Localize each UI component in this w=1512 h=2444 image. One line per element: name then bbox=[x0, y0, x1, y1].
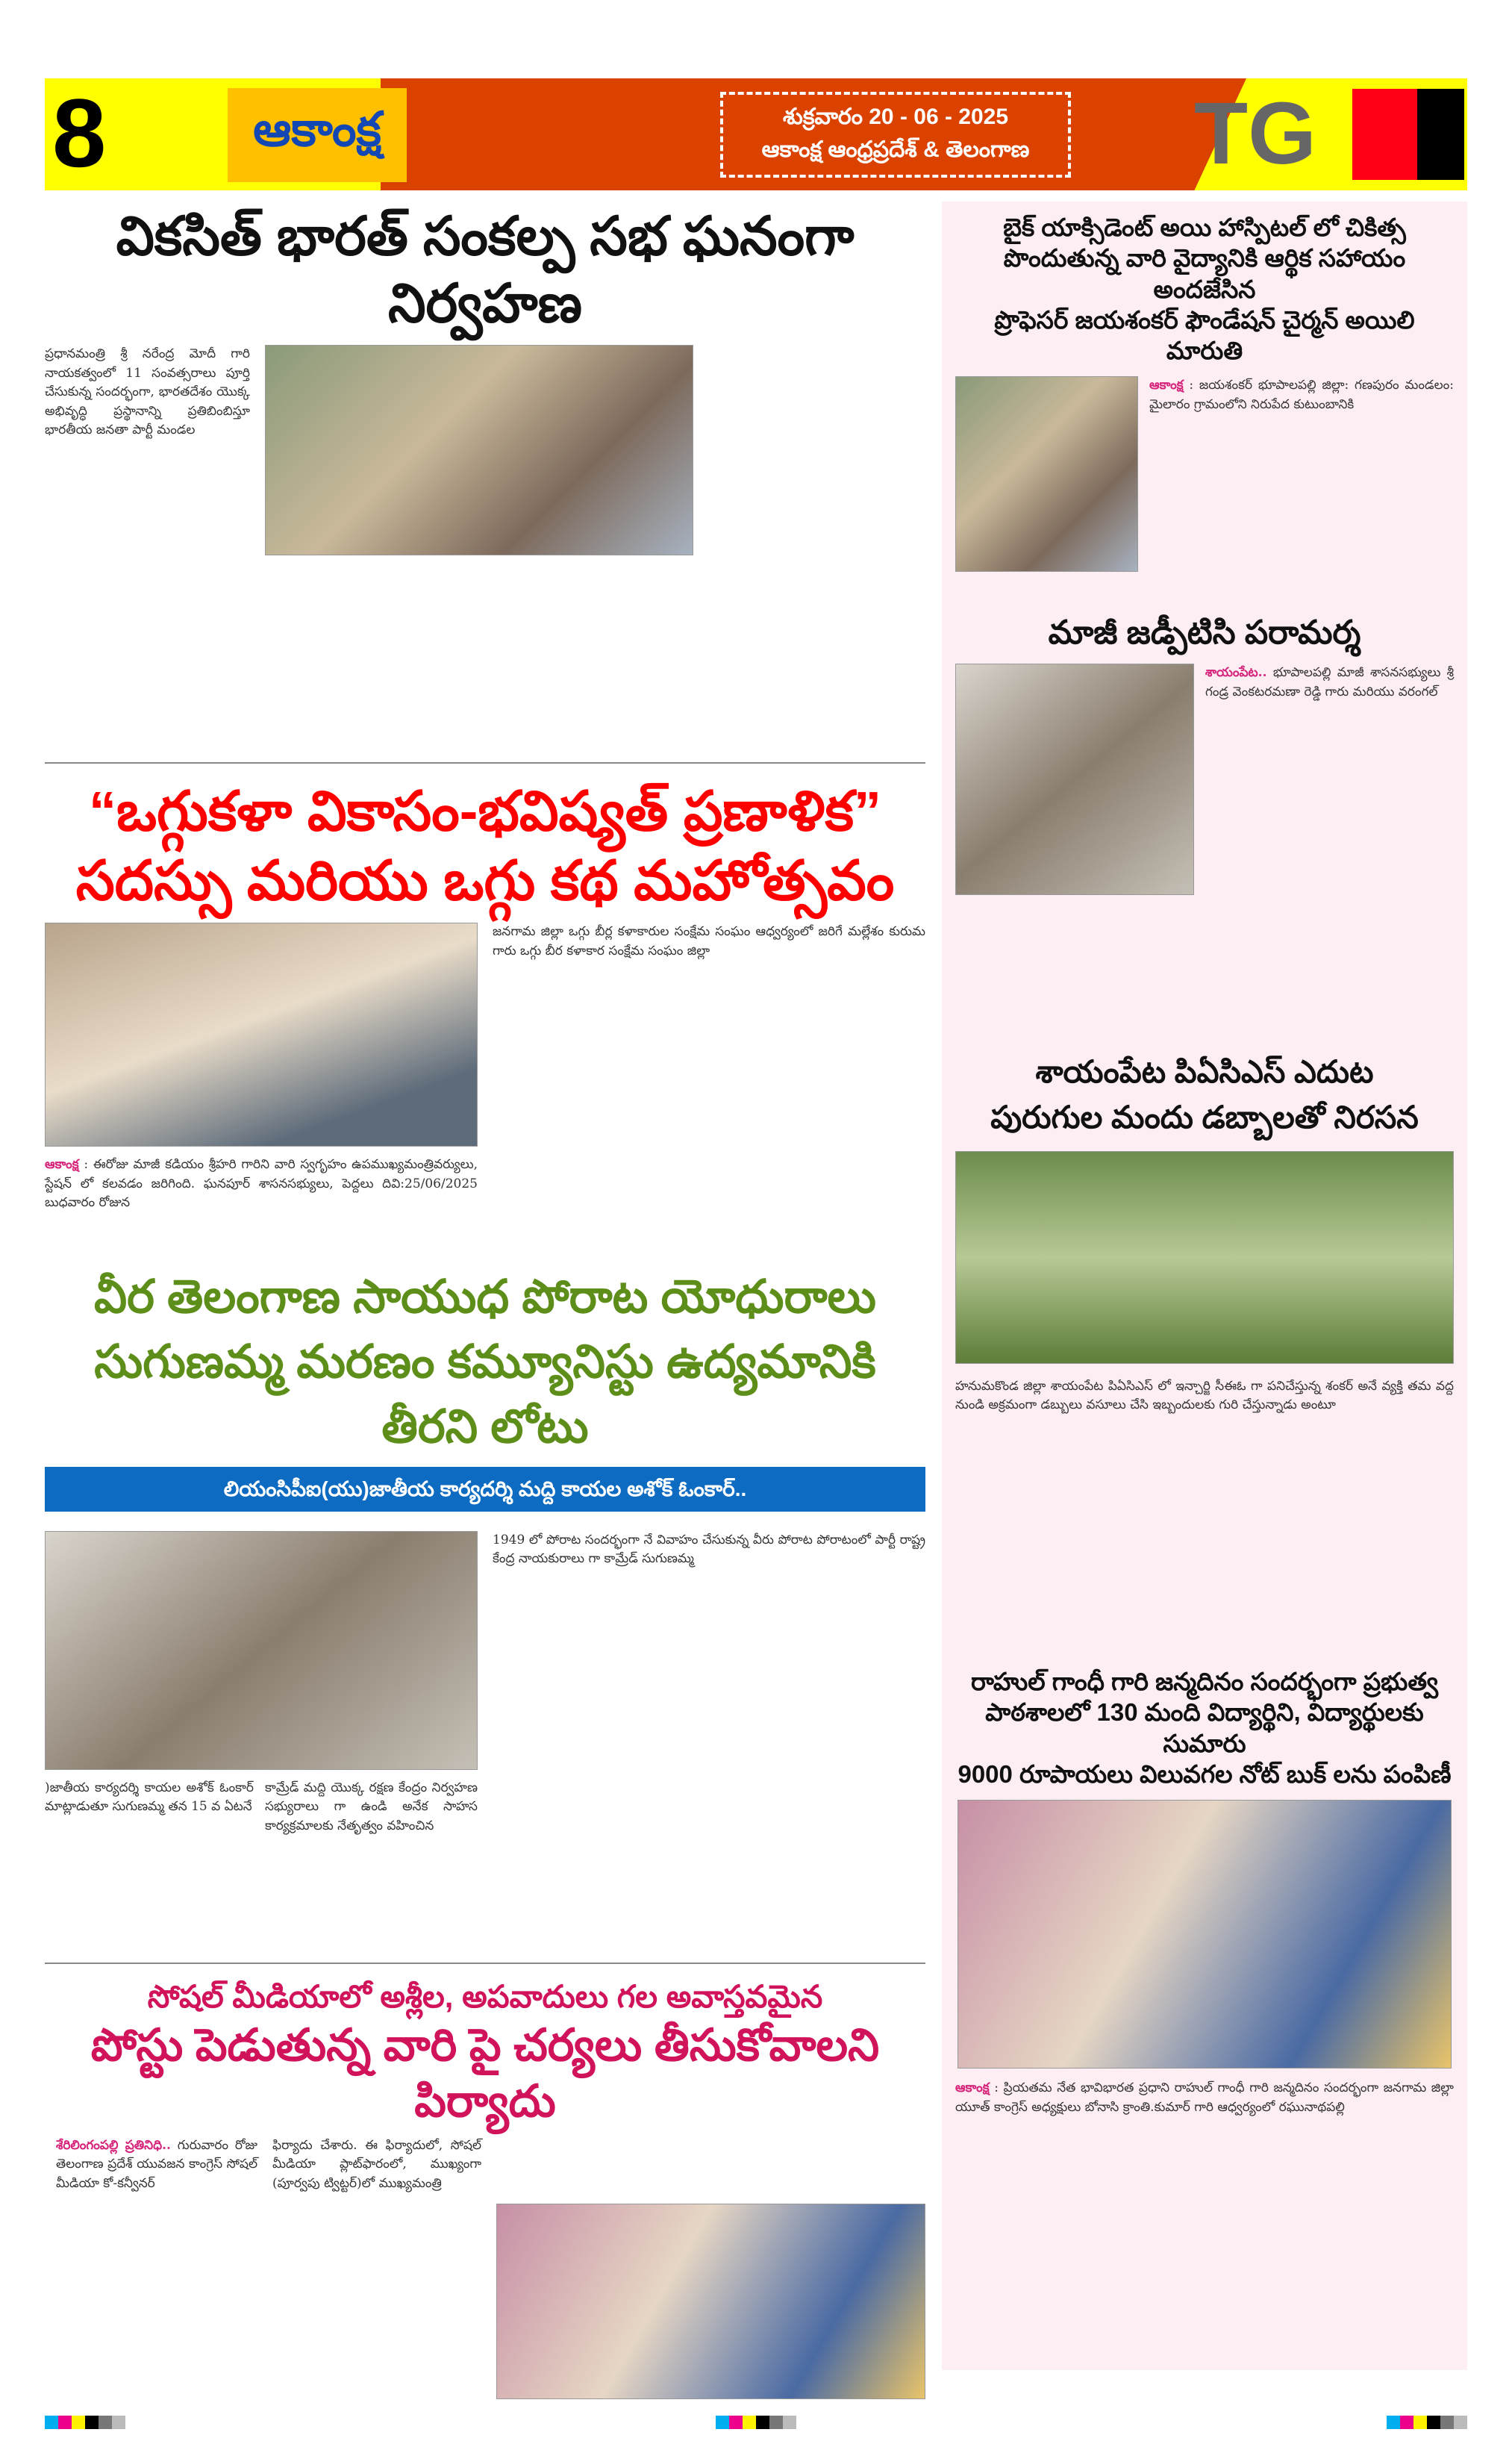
photo-zptc-visit bbox=[955, 664, 1194, 895]
article-body-sugunamma-col1: )జాతీయ కార్యదర్శి కాయల అశోక్ ఓంకార్ మాట్లాడుతూ సుగుణమ్మ తన 15 వ ఏటనే bbox=[45, 1780, 254, 1815]
body-text: : జయశంకర్ భూపాలపల్లి జిల్లా: గణపురం మండలం: మైలారం గ్రామంలోని నిరుపేద కుటుంబానికి bbox=[1149, 378, 1454, 412]
headline-line: రాహుల్ గాంధీ గారి జన్మదినం సందర్భంగా ప్రభుత్వ bbox=[971, 1668, 1438, 1695]
article-oggu-katha bbox=[45, 777, 925, 1255]
edition-name: ఆకాంక్ష ఆంధ్రప్రదేశ్ & తెలంగాణ bbox=[761, 137, 1030, 162]
flag-block bbox=[1352, 89, 1464, 180]
left-section bbox=[45, 203, 925, 2399]
article-sugunamma bbox=[45, 1265, 925, 1952]
article-zptc bbox=[955, 612, 1454, 1030]
page-number: 8 bbox=[52, 78, 107, 187]
headline-line: పురుగుల మందు డబ్బాలతో నిరసన bbox=[990, 1099, 1419, 1135]
article-body-viksit: ప్రధానమంత్రి శ్రీ నరేంద్ర మోదీ గారి నాయకత్వంలో 11 సంవత్సరాలు పూర్తి చేసుకున్న సందర్భంగా, భారతదేశం యొక్క అభివృద్ధి ప్రస్థానాన్ని ప్రతిబింబిస్తూ భారతీయ జనతా పార్టీ మండల bbox=[45, 346, 250, 437]
article-body-rahul bbox=[955, 2079, 1454, 2117]
dateline: ఆకాంక్ష bbox=[1149, 378, 1184, 393]
article-body-sugunamma-right: 1949 లో పోరాట సందర్భంగా నే వివాహం చేసుకున్న వీరు పోరాట పోరాటంలో పార్టీ రాష్ట్ర కేంద్ర నాయకురాలు గా కామ్రేడ్ సుగుణమ్మ bbox=[493, 1532, 925, 1567]
article-body-bike bbox=[1149, 376, 1454, 414]
headline-line: 9000 రూపాయలు విలువగల నోట్ బుక్ లను పంపిణీ bbox=[958, 1759, 1452, 1788]
issue-date: శుక్రవారం 20 - 06 - 2025 bbox=[782, 105, 1009, 129]
caption-text: : ఈరోజు మాజీ కడియం శ్రీహరి గారిని వారి స్వగృహం ఉపముఖ్యమంత్రివర్యులు, స్టేషన్ లో కలవడం జరిగింది. ఘనపూర్ శాసనసభ్యులు, పెద్దలు దివి:25/06/2025 బుధవారం రోజున bbox=[45, 1157, 478, 1210]
headline-line: శాయంపేట పిఏసిఎస్ ఎదుట bbox=[1035, 1054, 1374, 1089]
masthead bbox=[45, 78, 1467, 190]
headline-line: పాఠశాలలో 130 మంది విద్యార్థిని, విద్యార్థులకు సుమారు bbox=[985, 1698, 1424, 1757]
dateline: ఆకాంక్ష bbox=[955, 2080, 990, 2095]
subheadline-banner: లియంసిపీఐ(యు)జాతీయ కార్యదర్శి మద్ది కాయల అశోక్ ఓంకార్.. bbox=[45, 1467, 925, 1511]
headline-sugunamma bbox=[45, 1265, 925, 1459]
headline-pacs-protest bbox=[955, 1050, 1454, 1141]
date-box bbox=[720, 92, 1071, 178]
region-code: TG bbox=[1194, 84, 1316, 183]
headline-line: “ఒగ్గుకళా వికాసం-భవిష్యత్ ప్రణాళిక” bbox=[88, 780, 882, 842]
headline-line: పొందుతున్న వారి వైద్యానికి ఆర్థిక సహాయం అందజేసిన bbox=[1003, 244, 1406, 303]
photo-oggu-event bbox=[45, 923, 478, 1147]
headline-line: సుగుణమ్మ మరణం కమ్యూనిస్టు ఉద్యమానికి తీరని లోటు bbox=[94, 1335, 876, 1453]
headline-line: ప్రొఫెసర్ జయశంకర్ ఫౌండేషన్ చైర్మన్ అయిలి మారుతి bbox=[994, 305, 1415, 364]
article-body-social-col1 bbox=[56, 2136, 257, 2194]
dateline: శేరిలింగంపల్లి ప్రతినిధి.. bbox=[56, 2137, 171, 2153]
headline-zptc: మాజీ జడ్పీటిసి పరామర్శ bbox=[1048, 614, 1361, 651]
headline-line: వీర తెలంగాణ సాయుధ పోరాట యోధురాలు bbox=[93, 1271, 876, 1323]
dateline: శాయంపేట.. bbox=[1205, 665, 1267, 680]
headline-viksit-bharat: వికసిత్ భారత్ సంకల్ప సభ ఘనంగా నిర్వహణ bbox=[116, 207, 855, 334]
photo-bike-accident bbox=[955, 376, 1138, 572]
article-body-sugunamma-col2: కామ్రేడ్ మద్ది యొక్క రక్షణ కేంద్రం నిర్వహణ సభ్యురాలు గా ఉండి అనేక సాహస కార్యక్రమాలకు నేతృత్వం వహించిన bbox=[265, 1780, 478, 1833]
divider bbox=[45, 1963, 925, 1964]
article-bike-accident bbox=[955, 212, 1454, 593]
article-body-social-col2: ఫిర్యాదు చేశారు. ఈ ఫిర్యాదులో, సోషల్ మీడియా ప్లాట్‌ఫారంలో, ముఖ్యంగా (పూర్వపు ట్విట్టర్)లో ముఖ్యమంత్రి bbox=[272, 2137, 481, 2191]
article-pacs-protest bbox=[955, 1050, 1454, 1647]
photo-sugunamma-tribute bbox=[45, 1531, 478, 1770]
photo-social-complaint bbox=[496, 2204, 925, 2399]
headline-line: బైక్ యాక్సిడెంట్ అయి హాస్పిటల్ లో చికిత్స bbox=[1003, 213, 1406, 241]
headline-line: సదస్సు మరియు ఒగ్గు కథ మహోత్సవం bbox=[75, 849, 895, 911]
print-color-bars bbox=[45, 2416, 1467, 2429]
headline-social-media bbox=[45, 1977, 925, 2129]
headline-rahul-birthday bbox=[955, 1666, 1454, 1789]
article-social-media bbox=[45, 1977, 925, 2399]
divider bbox=[45, 762, 925, 764]
right-column bbox=[942, 202, 1467, 2370]
dateline: ఆకాంక్ష bbox=[45, 1157, 79, 1172]
body-text: గురువారం రోజు తెలంగాణ ప్రదేశ్ యువజన కాంగ్రెస్ సోషల్ మీడియా కో-కన్వీనర్ bbox=[56, 2137, 257, 2191]
body-text: : ప్రియతమ నేత భావిభారత ప్రధాని రాహుల్ గాంధీ గారి జన్మదినం సందర్భంగా జనగామ జిల్లా యూత్ కాంగ్రెస్ అధ్యక్షులు బోనాసి క్రాంతి.కుమార్ గారి ఆధ్వర్యంలో రఘునాథపల్లి bbox=[955, 2080, 1454, 2115]
headline-line: సోషల్ మీడియాలో అశ్లీల, అపవాదులు గల అవాస్తవమైన bbox=[147, 1979, 823, 2014]
headline-line: పోస్టు పెడుతున్న వారి పై చర్యలు తీసుకోవాలని పిర్యాదు bbox=[90, 2019, 880, 2126]
article-rahul-birthday bbox=[955, 1666, 1454, 2117]
article-body-zptc bbox=[1205, 664, 1454, 702]
photo-pacs-protest bbox=[955, 1151, 1454, 1364]
photo-caption-oggu bbox=[45, 1156, 478, 1213]
headline-bike-accident bbox=[955, 212, 1454, 366]
newspaper-logo: ఆకాంక్ష bbox=[228, 88, 407, 182]
article-viksit-bharat bbox=[45, 203, 925, 752]
headline-oggu-katha bbox=[45, 777, 925, 915]
article-body-oggu: జనగామ జిల్లా ఒగ్గు బీర్ల కళాకారుల సంక్షేమ సంఘం ఆధ్వర్యంలో జరిగే మల్లేశం కురుమ గారు ఒగ్గు బీర కళాకార సంక్షేమ సంఘం జిల్లా bbox=[493, 924, 925, 958]
photo-notebook-distribution bbox=[958, 1800, 1452, 2069]
photo-viksit-meeting bbox=[265, 345, 693, 555]
body-text: భూపాలపల్లి మాజీ శాసనసభ్యులు శ్రీ గండ్ర వెంకటరమణా రెడ్డి గారు మరియు వరంగల్ bbox=[1205, 665, 1454, 699]
article-body-pacs: హనుమకొండ జిల్లా శాయంపేట పిఏసిఎస్ లో ఇన్చార్జి సీఈఓ గా పనిచేస్తున్న శంకర్ అనే వ్యక్తి తమ వద్ద నుండి అక్రమంగా డబ్బులు వసూలు చేసి ఇబ్బందులకు గురి చేస్తున్నాడు అంటూ bbox=[955, 1378, 1454, 1413]
